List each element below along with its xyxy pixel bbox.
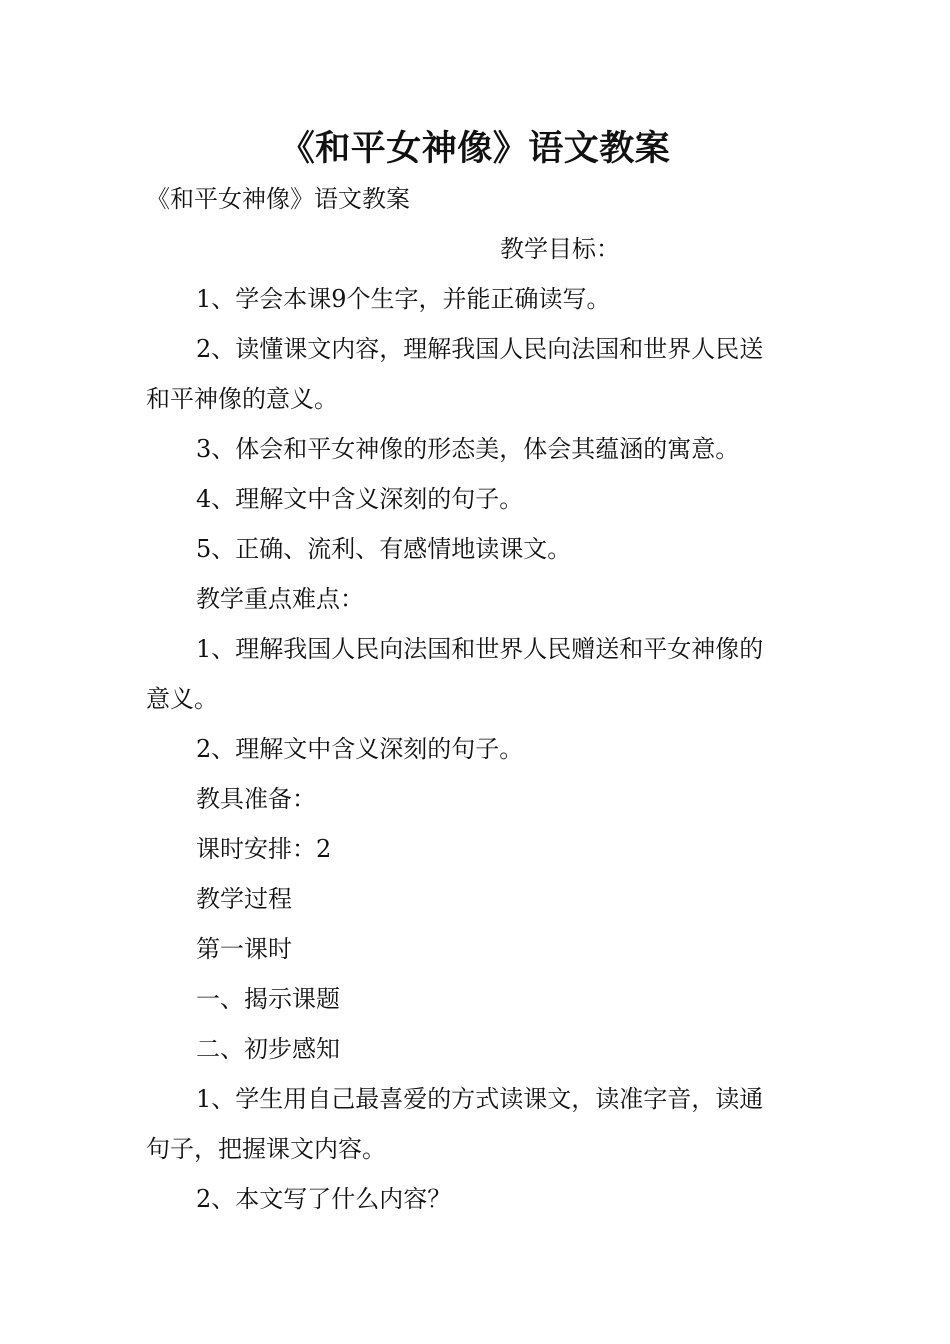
section-heading-materials: 教具准备：: [196, 785, 316, 813]
paragraph-line: 2、本文写了什么内容？: [196, 1185, 452, 1213]
paragraph-line: 1、学生用自己最喜爱的方式读课文，读准字音，读通: [196, 1085, 764, 1113]
section-heading-objectives: 教学目标：: [500, 235, 620, 263]
paragraph-line: 1、学会本课9个生字，并能正确读写。: [196, 285, 611, 313]
section-heading-step-one: 一、揭示课题: [196, 985, 340, 1013]
paragraph-line: 3、体会和平女神像的形态美，体会其蕴涵的寓意。: [196, 435, 740, 463]
paragraph-line: 意义。: [146, 685, 218, 713]
section-heading-key-points: 教学重点难点：: [196, 585, 364, 613]
paragraph-line: 2、读懂课文内容，理解我国人民向法国和世界人民送: [196, 335, 764, 363]
section-heading-lesson-one: 第一课时: [196, 935, 292, 963]
section-heading-step-two: 二、初步感知: [196, 1035, 340, 1063]
section-heading-schedule: 课时安排：2: [196, 835, 332, 863]
section-heading-process: 教学过程: [196, 885, 292, 913]
paragraph-line: 5、正确、流利、有感情地读课文。: [196, 535, 572, 563]
paragraph-line: 4、理解文中含义深刻的句子。: [196, 485, 524, 513]
paragraph-line: 和平神像的意义。: [146, 385, 338, 413]
subtitle-line: 《和平女神像》语文教案: [146, 185, 410, 213]
paragraph-line: 1、理解我国人民向法国和世界人民赠送和平女神像的: [196, 635, 764, 663]
paragraph-line: 2、理解文中含义深刻的句子。: [196, 735, 524, 763]
document-title: 《和平女神像》语文教案: [279, 128, 671, 169]
paragraph-line: 句子，把握课文内容。: [146, 1135, 386, 1163]
